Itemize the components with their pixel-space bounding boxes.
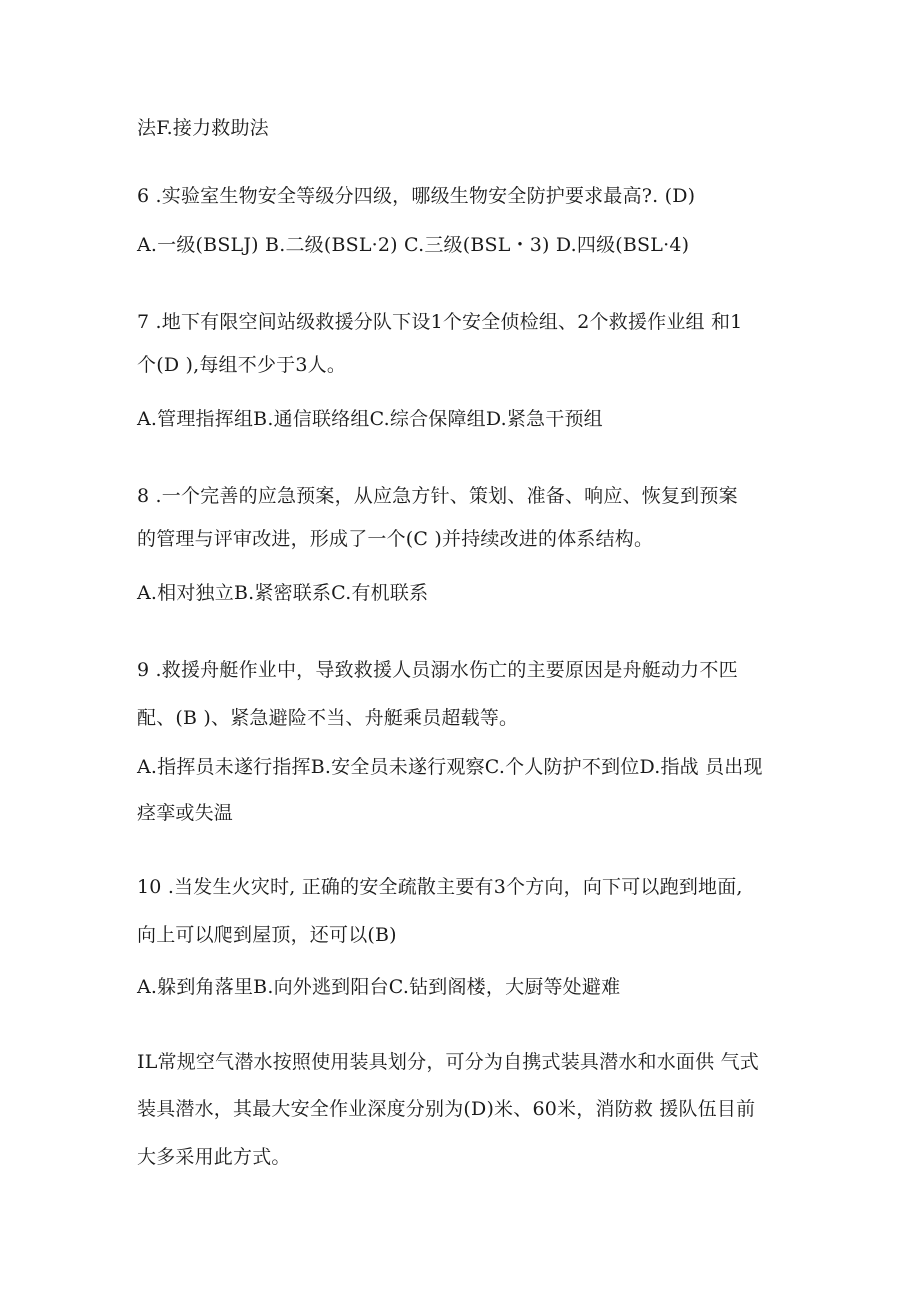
question-7-stem-line-1: 7 .地下有限空间站级救援分队下设1个安全侦检组、2个救援作业组 和1 — [137, 311, 743, 333]
text-line-q5-tail: 法F.接力救助法 — [137, 117, 269, 139]
question-11-stem-line-1: IL常规空气潜水按照使用装具划分，可分为自携式装具潜水和水面供 气式 — [137, 1051, 759, 1073]
question-11-stem-line-2: 装具潜水，其最大安全作业深度分别为(D)米、60米，消防救 援队伍目前 — [137, 1098, 756, 1120]
question-6-options: A.一级(BSLJ) B.二级(BSL·2) C.三级(BSL・3) D.四级(BSL·4) — [137, 234, 690, 256]
question-11-stem-line-3: 大多采用此方式。 — [137, 1146, 291, 1168]
question-8-stem-line-2: 的管理与评审改进，形成了一个(C )并持续改进的体系结构。 — [137, 528, 654, 550]
question-9-stem-line-1: 9 .救援舟艇作业中，导致救援人员溺水伤亡的主要原因是舟艇动力不匹 — [137, 659, 738, 681]
question-10-stem-line-2: 向上可以爬到屋顶，还可以(B) — [137, 924, 397, 946]
question-10-options: A.躲到角落里B.向外逃到阳台C.钻到阁楼，大厨等处避难 — [137, 976, 621, 998]
question-9-options-line-2: 痉挛或失温 — [137, 802, 234, 824]
question-7-options: A.管理指挥组B.通信联络组C.综合保障组D.紧急干预组 — [137, 408, 603, 430]
question-8-stem-line-1: 8 .一个完善的应急预案，从应急方针、策划、准备、响应、恢复到预案 — [137, 485, 738, 507]
question-10-stem-line-1: 10 .当发生火灾时, 正确的安全疏散主要有3个方向，向下可以跑到地面, — [137, 876, 743, 898]
question-9-options-line-1: A.指挥员未遂行指挥B.安全员未遂行观察C.个人防护不到位D.指战 员出现 — [137, 756, 763, 778]
question-8-options: A.相对独立B.紧密联系C.有机联系 — [137, 582, 429, 604]
question-9-stem-line-2: 配、(B )、紧急避险不当、舟艇乘员超载等。 — [137, 707, 519, 729]
question-7-stem-line-2: 个(D ),每组不少于3人。 — [137, 354, 347, 376]
question-6-stem: 6 .实验室生物安全等级分四级，哪级生物安全防护要求最高?. (D) — [137, 185, 696, 207]
